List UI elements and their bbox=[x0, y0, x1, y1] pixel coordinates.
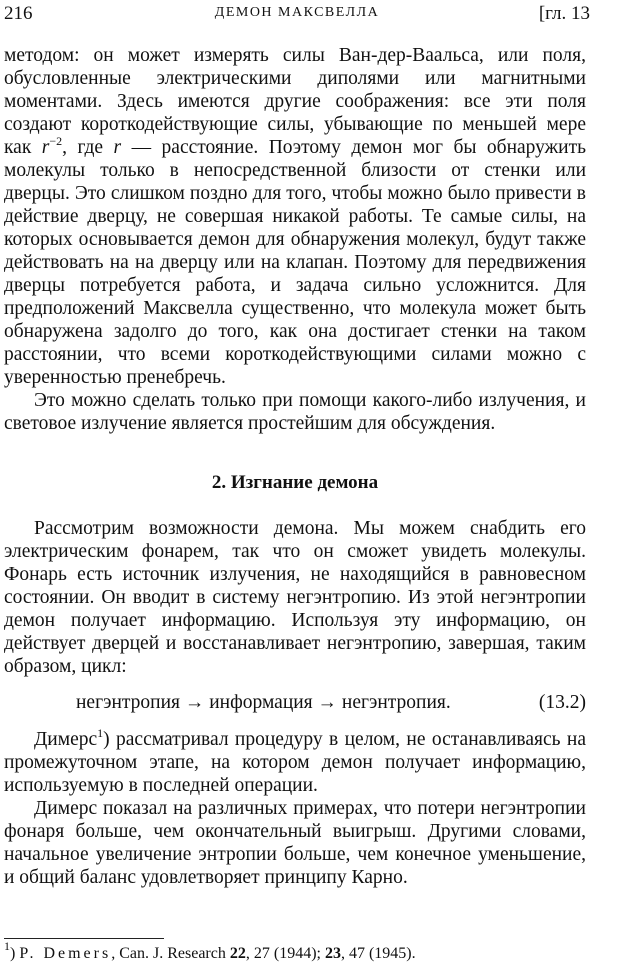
paragraph-1-rest: — расстояние. Поэтому демон мог бы обнаружить молекулы только в непосредственной близости от стенки или дверцы. Это слишком поздно для того, чтобы можно было привести в действие дверцу, не совершая никакой работы. Те самые силы, на которых основывается демон для обнаружения молекул, будут также действовать на на дверцу или на клапан. Поэтому для передвижения дверцы потребуется работа, и задача сильно усложнится. Для предположений Максвелла существенно, что молекула может быть обнаружена задолго до того, как она достигает стенки на таком расстоянии, что всеми короткодействующими силами можно с уверенностью пренебречь. bbox=[4, 137, 586, 388]
paragraph-3: Рассмотрим возможности демона. Мы можем снабдить его электрическим фонарем, так что он сможет увидеть молекулы. Фонарь есть источник излучения, не находящийся в равновесном состоянии. Он вводит в систему негэнтропию. Из этой негэнтропии демон получает информацию. Используя эту информацию, он действует дверцей и восстанавливает негэнтропию, завершая, таким образом, цикл: bbox=[4, 518, 586, 677]
running-title: ДЕМОН МАКСВЕЛЛА bbox=[214, 5, 380, 20]
page-number: 216 bbox=[4, 3, 33, 24]
variable-r: r bbox=[41, 137, 50, 158]
paragraph-4-text: ) рассматривал процедуру в целом, не останавливаясь на промежуточном этапе, на котором демон получает информацию, используемую в последней операции. bbox=[4, 729, 586, 796]
footnote-volume-2: 23 bbox=[324, 945, 341, 962]
exponent: −2 bbox=[49, 134, 63, 148]
author-name: Димерс bbox=[34, 729, 98, 750]
footnote-pages-2: , 47 (1945). bbox=[340, 945, 416, 962]
paragraph-5: Димерс показал на различных примерах, что потери негэнтропии фонаря больше, чем окончательный выигрыш. Другими словами, начальное увеличение энтропии больше, чем конечное уменьшение, и общий баланс удовлетворяет принципу Карно. bbox=[4, 798, 586, 888]
footnote-source: , Can. J. Research bbox=[111, 945, 230, 962]
footnote-volume-1: 22 bbox=[229, 945, 246, 962]
formula-13-2 bbox=[4, 691, 586, 714]
page-header bbox=[4, 3, 590, 31]
footnote-marker: 1 bbox=[4, 939, 10, 953]
footnote-author: P. Demers bbox=[19, 945, 112, 962]
page-body bbox=[4, 44, 586, 889]
footnote-ref[interactable]: 1 bbox=[97, 726, 104, 740]
section-title: 2. Изгнание демона bbox=[211, 472, 379, 493]
chapter-marker: [гл. 13 bbox=[538, 3, 590, 24]
formula-number: (13.2) bbox=[538, 692, 586, 713]
paragraph-4 bbox=[4, 728, 586, 797]
footnote bbox=[4, 939, 586, 964]
formula-text: негэнтропия → информация → негэнтропия. bbox=[76, 692, 451, 713]
paragraph-1 bbox=[4, 44, 586, 389]
footnote-pages-1: , 27 (1944); bbox=[245, 945, 325, 962]
paragraph-2: Это можно сделать только при помощи какого-либо излучения, и световое излучение является простейшим для обсуждения. bbox=[4, 390, 586, 434]
paragraph-1-mid: , где bbox=[62, 137, 114, 158]
footnote-marker-paren: ) bbox=[10, 945, 16, 962]
variable-r-2: r bbox=[113, 137, 122, 158]
paragraph-1-text: методом: он может измерять силы Ван-дер-Ваальса, или поля, обусловленные электрическими диполями или магнитными моментами. Здесь имеются другие соображения: все эти поля создают короткодействующие силы, убывающие по меньшей мере как bbox=[4, 45, 586, 158]
footnote-divider bbox=[4, 938, 164, 939]
